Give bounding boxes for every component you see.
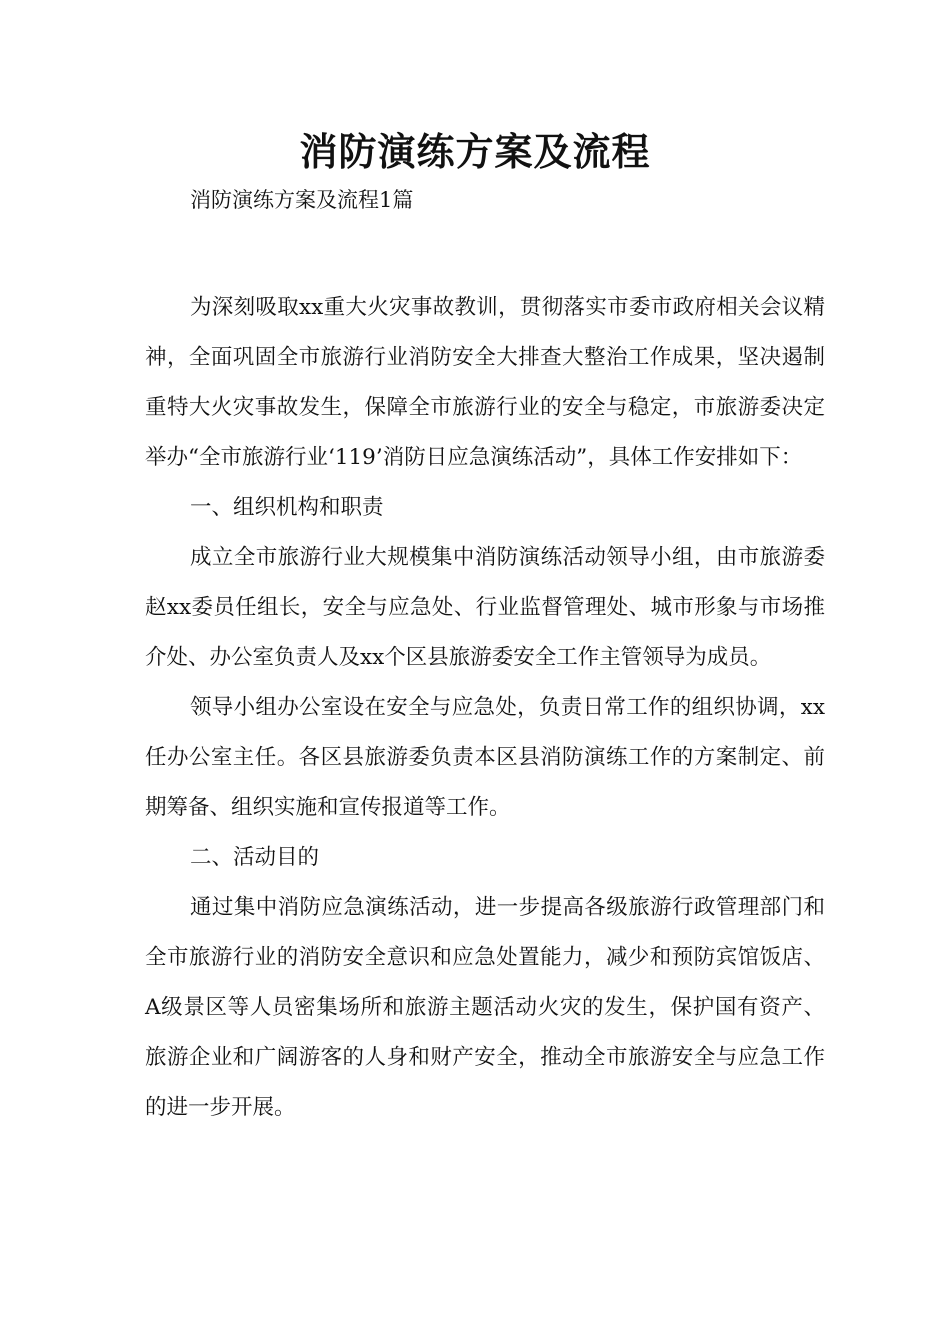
paragraph-purpose: 通过集中消防应急演练活动，进一步提高各级旅游行政管理部门和全市旅游行业的消防安全意识和应急处置能力，减少和预防宾馆饭店、A级景区等人员密集场所和旅游主题活动火灾的发生，保护国有资产、旅游企业和广阔游客的人身和财产安全，推动全市旅游安全与应急工作的进一步开展。	[145, 895, 825, 1120]
page-title: 消防演练方案及流程	[299, 130, 651, 174]
paragraph-intro: 为深刻吸取xx重大火灾事故教训，贯彻落实市委市政府相关会议精神，全面巩固全市旅游行业消防安全大排查大整治工作成果，坚决遏制重特大火灾事故发生，保障全市旅游行业的安全与稳定，市旅游委决定举办“全市旅游行业‘119’消防日应急演练活动”，具体工作安排如下：	[145, 295, 825, 470]
section-heading-purpose: 二、活动目的	[190, 845, 320, 870]
section-heading-organization: 一、组织机构和职责	[190, 495, 384, 520]
page-subtitle: 消防演练方案及流程1篇	[190, 188, 414, 212]
paragraph-office-duties: 领导小组办公室设在安全与应急处，负责日常工作的组织协调，xx任办公室主任。各区县旅游委负责本区县消防演练工作的方案制定、前期筹备、组织实施和宣传报道等工作。	[145, 695, 825, 820]
document-body	[145, 283, 825, 1133]
paragraph-leadership-group: 成立全市旅游行业大规模集中消防演练活动领导小组，由市旅游委赵xx委员任组长，安全与应急处、行业监督管理处、城市形象与市场推介处、办公室负责人及xx个区县旅游委安全工作主管领导为成员。	[145, 545, 825, 670]
